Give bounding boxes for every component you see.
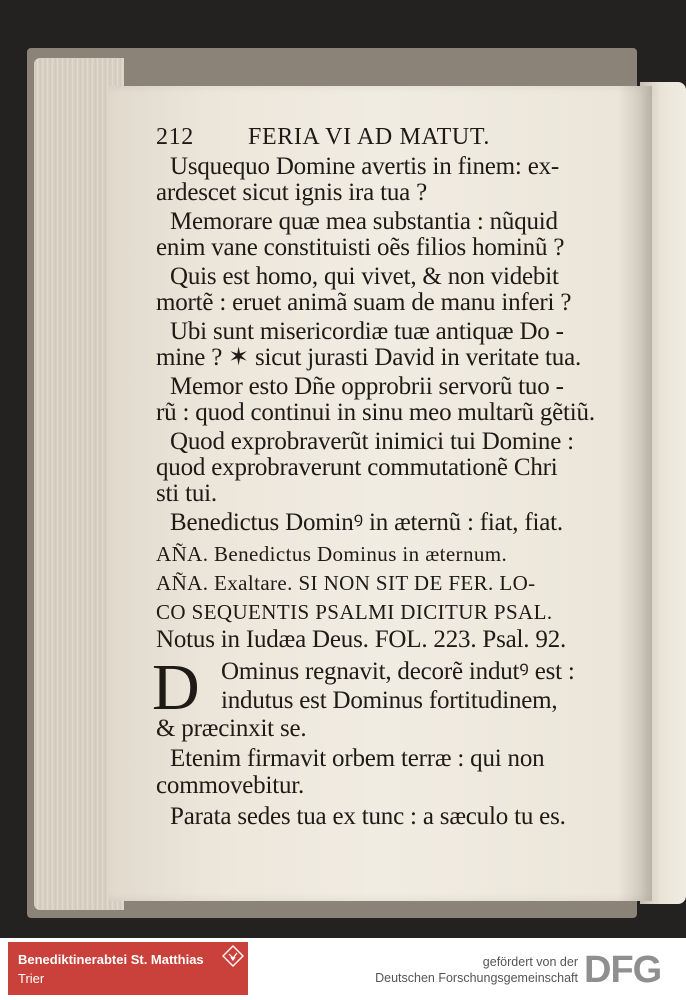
page-number: 212 (156, 124, 194, 150)
funding-note-line2: Deutschen Forschungsgemeinschaft (375, 971, 578, 985)
drop-cap-initial: D (152, 651, 200, 724)
abbey-emblem-icon (222, 945, 244, 967)
funding-note-line1: gefördert von der (482, 955, 578, 969)
text-line: mortẽ : eruet animã suam de manu inferi ? (156, 289, 572, 316)
text-line: Benedictus Dominꝰ in æternũ : fiat, fiat. (170, 509, 563, 536)
text-line: mine ? ✶ sicut jurasti David in veritate tua. (156, 344, 582, 371)
text-line: & præcinxit se. (156, 715, 307, 742)
text-line: AÑA. Benedictus Dominus in æternum. (156, 542, 508, 566)
text-line: AÑA. Exaltare. SI NON SIT DE FER. LO- (156, 571, 536, 595)
text-line: Ominus regnavit, decorẽ indutꝰ est : (221, 658, 575, 685)
text-line: sti tui. (156, 480, 217, 507)
text-line: Notus in Iudæa Deus. FOL. 223. Psal. 92. (156, 626, 567, 653)
text-line: Parata sedes tua ex tunc : a sæculo tu es. (170, 803, 566, 830)
text-line: Memor esto Dñe opprobrii servorũ tuo - (170, 373, 564, 400)
text-line: Etenim firmavit orbem terræ : qui non (170, 745, 545, 772)
institution-city: Trier (18, 971, 45, 986)
text-line: indutus est Dominus fortitudinem, (221, 687, 558, 714)
text-line: Memorare quæ mea substantia : nũquid (170, 208, 558, 235)
institution-box[interactable] (8, 942, 248, 995)
text-line: CO SEQUENTIS PSALMI DICITUR PSAL. (156, 600, 553, 624)
dfg-logo[interactable]: DFG (584, 949, 662, 991)
running-head: FERIA VI AD MATUT. (248, 124, 490, 150)
text-line: ardescet sicut ignis ira tua ? (156, 179, 427, 206)
text-line: Quod exprobraverũt inimici tui Domine : (170, 428, 574, 455)
text-line: rũ : quod continui in sinu meo multarũ gẽtiũ. (156, 399, 595, 426)
text-line: commovebitur. (156, 772, 305, 799)
text-line: Usquequo Domine avertis in finem: ex- (170, 153, 560, 180)
text-line: Ubi sunt misericordiæ tuæ antiquæ Do - (170, 318, 564, 345)
text-line: Quis est homo, qui vivet, & non videbit (170, 263, 559, 290)
text-line: quod exprobraverunt commutationẽ Chri (156, 454, 558, 481)
text-line: enim vane constituisti oẽs filios hominũ ? (156, 234, 565, 261)
institution-name[interactable]: Benediktinerabtei St. Matthias (18, 952, 204, 967)
